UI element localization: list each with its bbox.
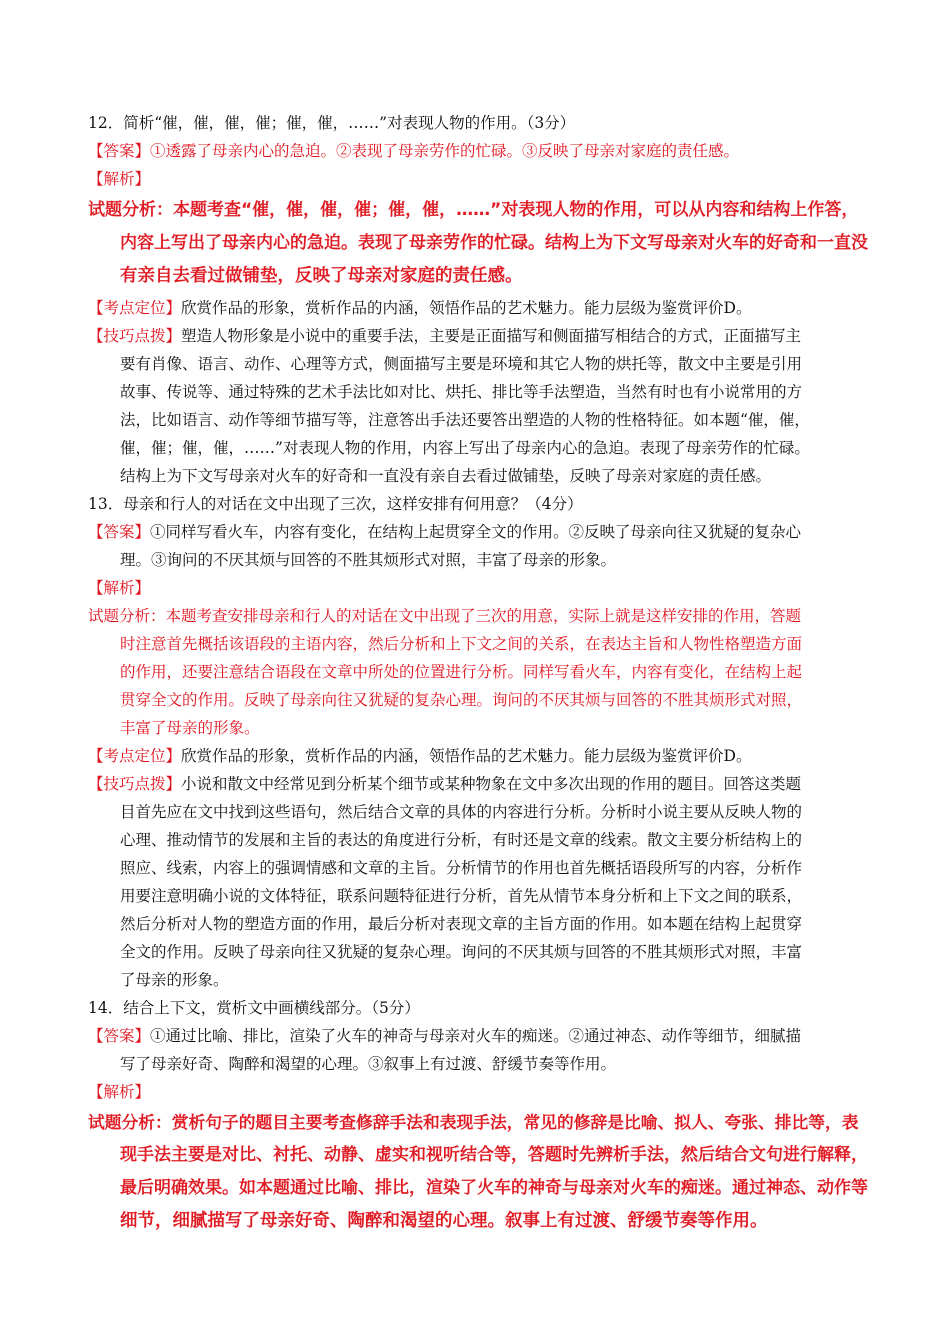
q13-analysis-tag: 【解析】 (88, 579, 151, 597)
q12-jiqiao-line-2: 要有肖像、语言、动作、心理等方式，侧面描写主要是环境和其它人物的烘托等，散文中主要是引用 (120, 355, 803, 373)
q13-jiqiao-line-1 (88, 770, 868, 798)
q13-jiqiao-line-6: 然后分析对人物的塑造方面的作用，最后分析对表现文章的主旨方面的作用。如本题在结构上起贯穿 (120, 915, 803, 933)
q12-analysis-line-3: 有亲自去看过做铺垫，反映了母亲对家庭的责任感。 (120, 266, 523, 286)
q13-analysis-line-5: 丰富了母亲的形象。 (120, 719, 260, 737)
q14-analysis-tag: 【解析】 (88, 1083, 151, 1101)
q12-analysis-line-1: 试题分析：本题考查“催，催，催，催；催，催，……”对表现人物的作用，可以从内容和结构上作答， (88, 200, 859, 220)
q12-answer-text: ①透露了母亲内心的急迫。②表现了母亲劳作的忙碌。③反映了母亲对家庭的责任感。 (150, 142, 740, 160)
q13-answer-text-1: ①同样写看火车，内容有变化，在结构上起贯穿全文的作用。②反映了母亲向往又犹疑的复杂心 (150, 523, 802, 541)
q12-answer-tag: 【答案】 (88, 142, 151, 160)
q12-jiqiao-line-4: 法，比如语言、动作等细节描写等，注意答出手法还要答出塑造的人物的性格特征。如本题“催，催， (120, 411, 810, 429)
q13-kaodian (88, 742, 868, 770)
q13-kaodian-tag: 【考点定位】 (88, 747, 182, 765)
q12-jiqiao-tag: 【技巧点拨】 (88, 327, 182, 345)
q14-analysis-line-2: 现手法主要是对比、衬托、动静、虚实和视听结合等，答题时先辨析手法，然后结合文句进行解释， (120, 1145, 868, 1165)
q13-jiqiao-line-4: 照应、线索，内容上的强调情感和文章的主旨。分析情节的作用也首先概括语段所写的内容，分析作 (120, 859, 803, 877)
q12-kaodian-text: 欣赏作品的形象，赏析作品的内涵，领悟作品的艺术魅力。能力层级为鉴赏评价D。 (181, 299, 752, 317)
q12-jiqiao-line-1 (88, 322, 868, 350)
q13-question: 13．母亲和行人的对话在文中出现了三次，这样安排有何用意？（4分） (88, 495, 583, 513)
q12-jiqiao-line-6: 结构上为下文写母亲对火车的好奇和一直没有亲自去看过做铺垫，反映了母亲对家庭的责任感。 (120, 467, 772, 485)
q12-analysis-tag: 【解析】 (88, 170, 151, 188)
q13-jiqiao-line-7: 全文的作用。反映了母亲向往又犹疑的复杂心理。询问的不厌其烦与回答的不胜其烦形式对照，丰富 (120, 943, 803, 961)
q14-answer-text-1: ①通过比喻、排比，渲染了火车的神奇与母亲对火车的痴迷。②通过神态、动作等细节，细腻描 (150, 1027, 802, 1045)
q12-kaodian (88, 294, 868, 322)
q13-jiqiao-line-3: 心理、推动情节的发展和主旨的表达的角度进行分析，有时还是文章的线索。散文主要分析结构上的 (120, 831, 803, 849)
q13-answer-tag: 【答案】 (88, 523, 151, 541)
q14-answer-line-2: 写了母亲好奇、陶醉和渴望的心理。③叙事上有过渡、舒缓节奏等作用。 (120, 1055, 617, 1073)
q12-jiqiao-text-1: 塑造人物形象是小说中的重要手法，主要是正面描写和侧面描写相结合的方式，正面描写主 (181, 327, 802, 345)
q14-analysis-line-4: 细节，细腻描写了母亲好奇、陶醉和渴望的心理。叙事上有过渡、舒缓节奏等作用。 (120, 1211, 768, 1231)
q13-analysis-line-4: 贯穿全文的作用。反映了母亲向往又犹疑的复杂心理。询问的不厌其烦与回答的不胜其烦形式对照， (120, 691, 803, 709)
q12-kaodian-tag: 【考点定位】 (88, 299, 182, 317)
q13-analysis-line-1: 试题分析：本题考查安排母亲和行人的对话在文中出现了三次的用意，实际上就是这样安排的作用，答题 (88, 607, 802, 625)
q13-jiqiao-line-2: 目首先应在文中找到这些语句，然后结合文章的具体的内容进行分析。分析时小说主要从反映人物的 (120, 803, 803, 821)
q13-kaodian-text: 欣赏作品的形象，赏析作品的内涵，领悟作品的艺术魅力。能力层级为鉴赏评价D。 (181, 747, 752, 765)
q12-analysis-line-2: 内容上写出了母亲内心的急迫。表现了母亲劳作的忙碌。结构上为下文写母亲对火车的好奇和一直没 (120, 233, 868, 253)
q12-answer (88, 137, 868, 165)
q14-answer-tag: 【答案】 (88, 1027, 151, 1045)
q14-answer-line-1 (88, 1022, 868, 1050)
q14-analysis-line-3: 最后明确效果。如本题通过比喻、排比，渲染了火车的神奇与母亲对火车的痴迷。通过神态、动作等 (120, 1178, 868, 1198)
q13-jiqiao-line-8: 了母亲的形象。 (120, 971, 229, 989)
q13-analysis-line-2: 时注意首先概括该语段的主语内容，然后分析和上下文之间的关系，在表达主旨和人物性格塑造方面 (120, 635, 803, 653)
q13-analysis-line-3: 的作用，还要注意结合语段在文章中所处的位置进行分析。同样写看火车，内容有变化，在结构上起 (120, 663, 803, 681)
q13-jiqiao-text-1: 小说和散文中经常见到分析某个细节或某种物象在文中多次出现的作用的题目。回答这类题 (181, 775, 802, 793)
q14-analysis-line-1: 试题分析：赏析句子的题目主要考查修辞手法和表现手法，常见的修辞是比喻、拟人、夸张、排比等，表 (88, 1112, 859, 1132)
q12-question: 12．简析“催，催，催，催；催，催，……”对表现人物的作用。（3分） (88, 114, 576, 132)
q12-jiqiao-line-5: 催，催；催，催，……”对表现人物的作用，内容上写出了母亲内心的急迫。表现了母亲劳作的忙碌。 (120, 439, 810, 457)
q12-jiqiao-line-3: 故事、传说等、通过特殊的艺术手法比如对比、烘托、排比等手法塑造，当然有时也有小说常用的方 (120, 383, 803, 401)
q13-answer-line-2: 理。③询问的不厌其烦与回答的不胜其烦形式对照，丰富了母亲的形象。 (120, 551, 617, 569)
q13-jiqiao-tag: 【技巧点拨】 (88, 775, 182, 793)
q13-jiqiao-line-5: 用要注意明确小说的文体特征，联系问题特征进行分析，首先从情节本身分析和上下文之间的联系， (120, 887, 803, 905)
q14-question: 14．结合上下文，赏析文中画横线部分。（5分） (88, 999, 420, 1017)
q13-answer-line-1 (88, 518, 868, 546)
